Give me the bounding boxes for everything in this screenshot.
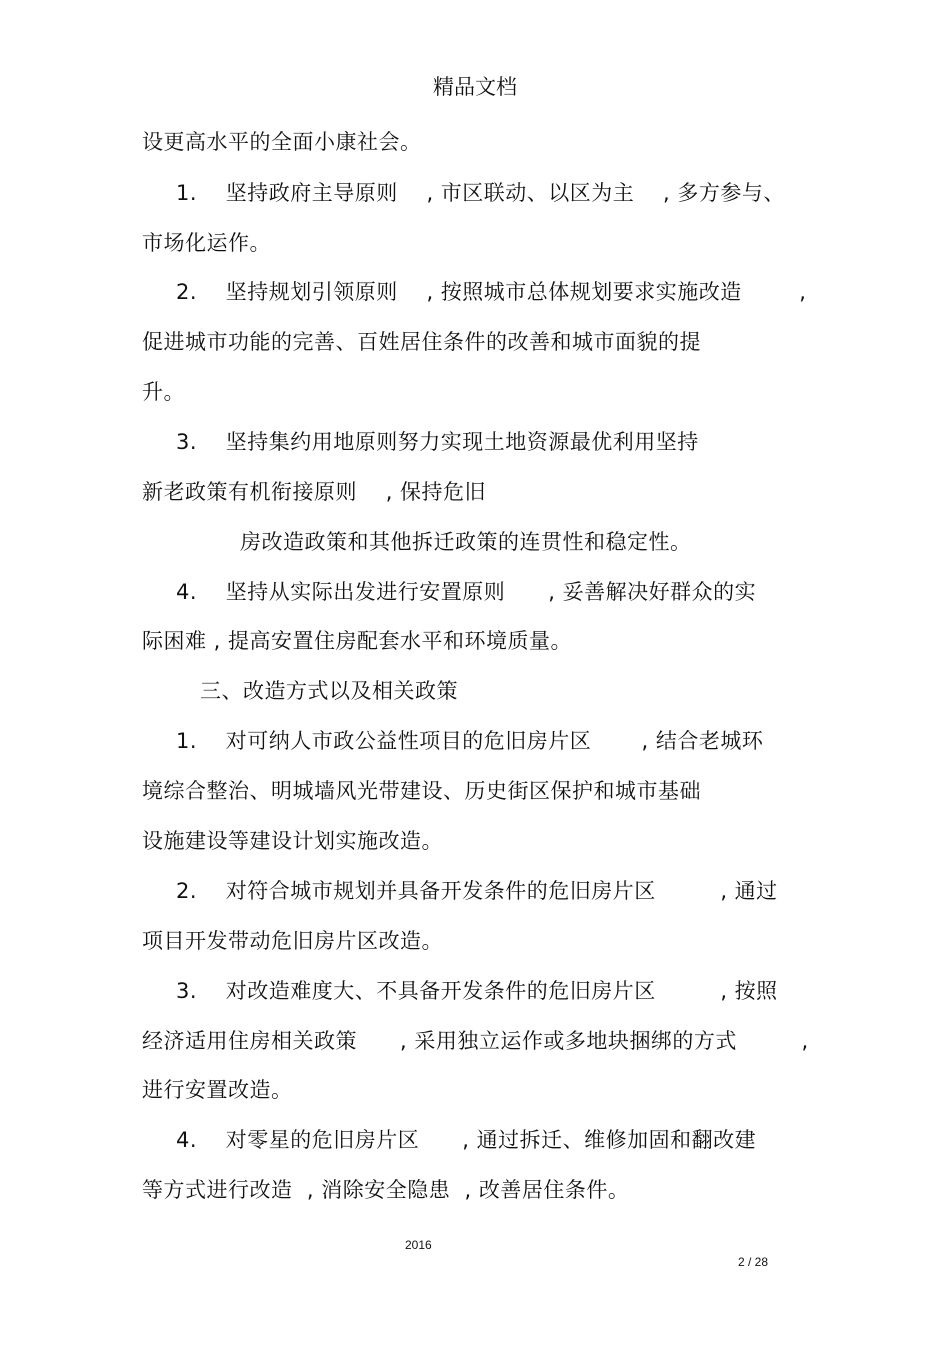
body-line: 设施建设等建设计划实施改造。 [142, 829, 443, 853]
body-line: 3. 坚持集约用地原则努力实现土地资源最优利用坚持 [176, 430, 699, 454]
body-line: 1. 坚持政府主导原则 , 市区联动、以区为主 , 多方参与、 [176, 181, 785, 205]
body-line: 4. 对零星的危旧房片区 , 通过拆迁、维修加固和翻改建 [176, 1128, 757, 1152]
section-heading: 三、改造方式以及相关政策 [200, 679, 458, 703]
body-line: 房改造政策和其他拆迁政策的连贯性和稳定性。 [240, 530, 692, 554]
body-line: 升。 [142, 380, 185, 404]
page-number: 2 / 28 [738, 1255, 769, 1269]
body-line: 1. 对可纳人市政公益性项目的危旧房片区 , 结合老城环 [176, 729, 764, 753]
body-line: 进行安置改造。 [142, 1078, 293, 1102]
page-header-title: 精品文档 [433, 75, 517, 99]
body-line: 经济适用住房相关政策 , 采用独立运作或多地块捆绑的方式 , [142, 1029, 809, 1053]
body-line: 境综合整治、明城墙风光带建设、历史街区保护和城市基础 [142, 779, 701, 803]
body-line: 设更高水平的全面小康社会。 [142, 130, 422, 154]
body-line: 际困难 , 提高安置住房配套水平和环境质量。 [142, 629, 573, 653]
body-line: 促进城市功能的完善、百姓居住条件的改善和城市面貌的提 [142, 330, 701, 354]
footer-year: 2016 [405, 1238, 432, 1252]
body-line: 4. 坚持从实际出发进行安置原则 , 妥善解决好群众的实 [176, 580, 757, 604]
body-line: 等方式进行改造 , 消除安全隐患 , 改善居住条件。 [142, 1178, 630, 1202]
body-line: 2. 坚持规划引领原则 , 按照城市总体规划要求实施改造 , [176, 280, 807, 304]
body-line: 市场化运作。 [142, 231, 271, 255]
body-line: 项目开发带动危旧房片区改造。 [142, 929, 443, 953]
body-line: 新老政策有机衔接原则 , 保持危旧 [142, 480, 487, 504]
body-line: 2. 对符合城市规划并具备开发条件的危旧房片区 , 通过 [176, 879, 778, 903]
body-line: 3. 对改造难度大、不具备开发条件的危旧房片区 , 按照 [176, 979, 778, 1003]
